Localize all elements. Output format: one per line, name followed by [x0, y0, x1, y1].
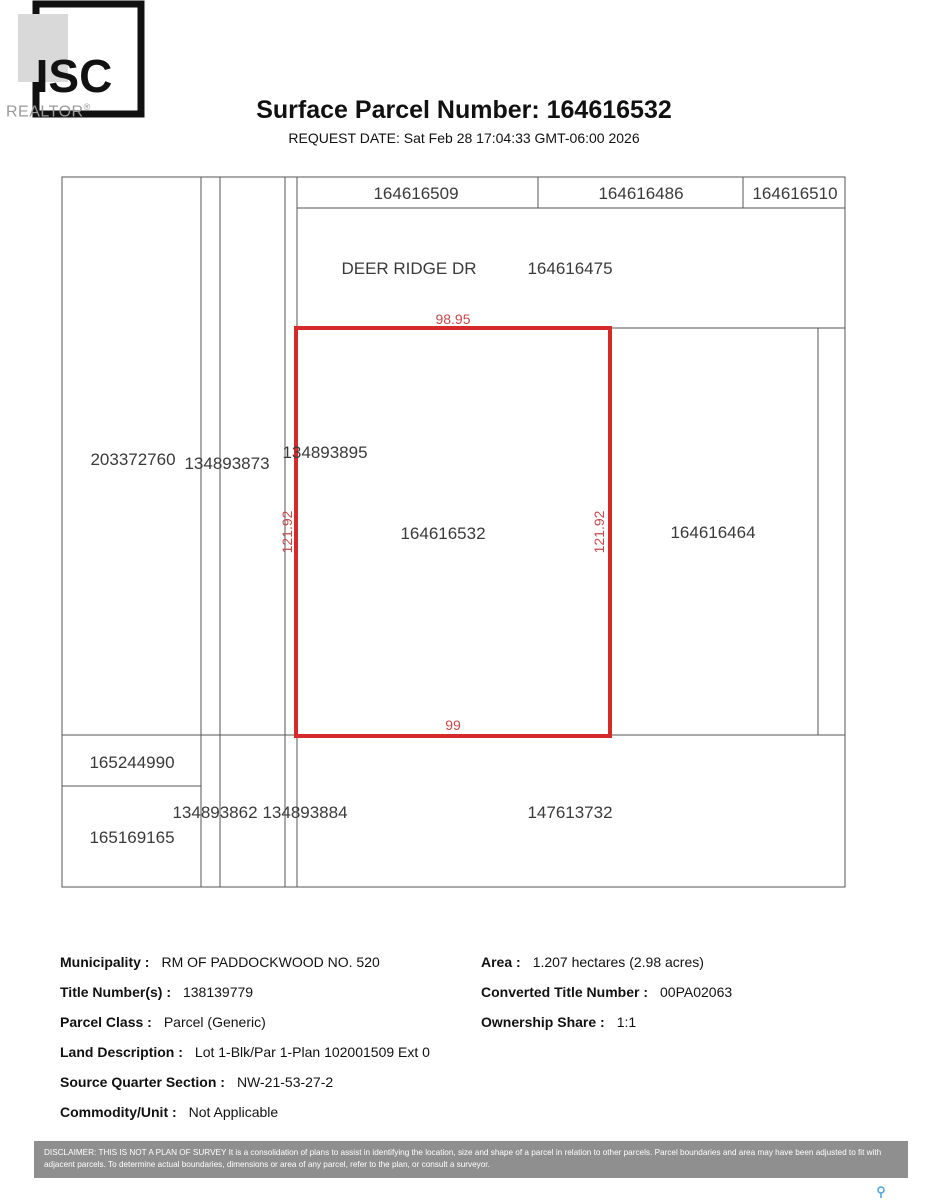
ownership-label: Ownership Share :: [481, 1014, 605, 1030]
parcel-class-row: [60, 1014, 266, 1030]
area-row: [481, 954, 704, 970]
road-name: DEER RIDGE DR: [341, 259, 477, 278]
commodity-row: [60, 1104, 278, 1120]
source-quarter-row: [60, 1074, 333, 1090]
parcel-class-label: Parcel Class :: [60, 1014, 152, 1030]
area-label: Area :: [481, 954, 521, 970]
converted-title-row: [481, 984, 732, 1000]
converted-title-label: Converted Title Number :: [481, 984, 648, 1000]
map-pin-icon: [876, 1186, 886, 1198]
land-description-value: Lot 1-Blk/Par 1-Plan 102001509 Ext 0: [194, 1044, 430, 1060]
parcel-label: 164616464: [670, 523, 756, 542]
land-description-label: Land Description :: [60, 1044, 183, 1060]
parcel-label: 147613732: [527, 803, 613, 822]
parcel-class-value: Parcel (Generic): [163, 1014, 266, 1030]
land-description-row: [60, 1044, 430, 1060]
dimension-right: 121.92: [591, 510, 607, 554]
parcel-label: 164616510: [752, 184, 838, 203]
parcel-label: 134893862: [172, 803, 258, 822]
logo-letters: ISC: [35, 50, 113, 102]
parcel-label: 164616486: [598, 184, 684, 203]
parcel-label: 134893884: [262, 803, 348, 822]
parcel-label: 164616509: [373, 184, 459, 203]
source-quarter-label: Source Quarter Section :: [60, 1074, 225, 1090]
dimension-left: 121.92: [279, 510, 295, 554]
commodity-value: Not Applicable: [188, 1104, 279, 1120]
converted-title-value: 00PA02063: [660, 984, 733, 1000]
logo-brand-text: REALTOR: [6, 103, 84, 121]
title-numbers-label: Title Number(s) :: [60, 984, 171, 1000]
title-numbers-row: [60, 984, 253, 1000]
municipality-label: Municipality :: [60, 954, 150, 970]
ownership-value: 1:1: [616, 1014, 637, 1030]
logo-reg-mark: ®: [83, 102, 91, 112]
disclaimer-banner: DISCLAIMER: THIS IS NOT A PLAN OF SURVEY It is a consolidation of plans to assist in identifying the location, size and shape of a parcel in relation to other parcels. Parcel boundaries and area may have been adjusted to fit with adjacent parcels. To determine actual boundaries, dimensions or area of any parcel, refer to the plan, or consult a surveyor.: [34, 1141, 908, 1178]
page-title: Surface Parcel Number: 164616532: [256, 96, 672, 124]
municipality-row: [60, 954, 380, 970]
request-date: REQUEST DATE: Sat Feb 28 17:04:33 GMT-06:00 2026: [288, 130, 640, 146]
parcel-label: 165244990: [89, 753, 175, 772]
parcel-label: 134893873: [184, 454, 270, 473]
municipality-value: RM OF PADDOCKWOOD NO. 520: [161, 954, 380, 970]
parcel-label: 203372760: [90, 450, 176, 469]
subject-parcel-label: 164616532: [400, 524, 486, 543]
parcel-label: 165169165: [89, 828, 175, 847]
parcel-label: 164616475: [527, 259, 613, 278]
commodity-label: Commodity/Unit :: [60, 1104, 177, 1120]
ownership-row: [481, 1014, 636, 1030]
dimension-top: 98.95: [435, 311, 471, 327]
area-value: 1.207 hectares (2.98 acres): [532, 954, 704, 970]
source-quarter-value: NW-21-53-27-2: [236, 1074, 334, 1090]
title-numbers-value: 138139779: [182, 984, 254, 1000]
parcel-label: 134893895: [282, 443, 368, 462]
dimension-bottom: 99: [445, 717, 461, 733]
